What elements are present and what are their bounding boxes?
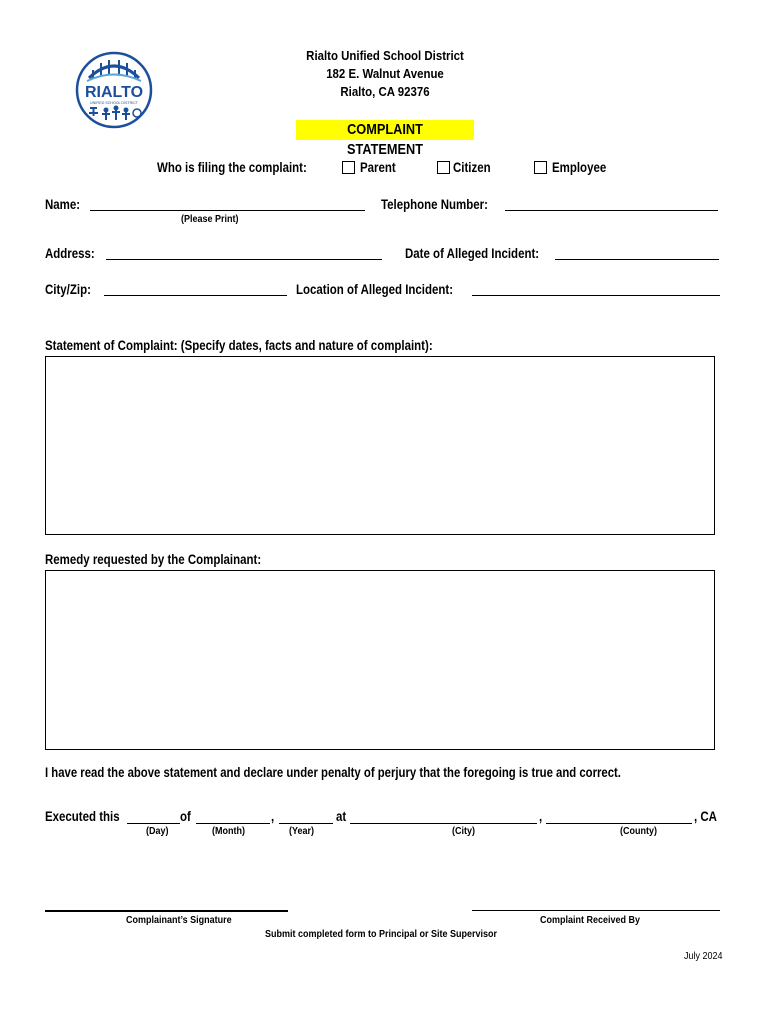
year-caption: (Year) bbox=[289, 826, 315, 837]
complainant-signature-line[interactable] bbox=[45, 910, 288, 912]
executed-prefix: Executed this bbox=[45, 809, 120, 824]
logo-text: RIALTO bbox=[84, 84, 144, 101]
incident-date-field[interactable] bbox=[557, 244, 716, 259]
received-by-line[interactable] bbox=[472, 910, 720, 911]
executed-comma-2: , bbox=[539, 809, 543, 824]
executed-at: at bbox=[336, 809, 347, 824]
name-label: Name: bbox=[45, 197, 81, 212]
executed-ca: , CA bbox=[694, 809, 717, 824]
employee-option-label: Employee bbox=[552, 160, 607, 175]
citizen-option-label: Citizen bbox=[453, 160, 491, 175]
complainant-signature-caption: Complainant’s Signature bbox=[126, 915, 232, 926]
name-field[interactable] bbox=[92, 195, 362, 210]
executed-of: of bbox=[180, 809, 191, 824]
received-by-caption: Complaint Received By bbox=[540, 915, 641, 926]
day-line bbox=[127, 823, 180, 824]
day-caption: (Day) bbox=[146, 826, 169, 837]
executed-comma-1: , bbox=[271, 809, 275, 824]
logo-subtext: UNIFIED SCHOOL DISTRICT bbox=[90, 101, 138, 105]
month-caption: (Month) bbox=[212, 826, 245, 837]
month-field[interactable] bbox=[197, 808, 269, 823]
parent-checkbox[interactable] bbox=[342, 161, 355, 174]
citizen-checkbox[interactable] bbox=[437, 161, 450, 174]
incident-location-label: Location of Alleged Incident: bbox=[296, 282, 454, 297]
form-title: COMPLAINT STATEMENT bbox=[296, 120, 474, 140]
year-line bbox=[279, 823, 333, 824]
perjury-declaration: I have read the above statement and declare under penalty of perjury that the foregoing is true and correct. bbox=[45, 765, 621, 780]
parent-option-label: Parent bbox=[360, 160, 396, 175]
filing-question: Who is filing the complaint: bbox=[157, 160, 307, 175]
day-field[interactable] bbox=[128, 808, 178, 823]
remedy-textarea[interactable] bbox=[45, 570, 715, 750]
month-line bbox=[196, 823, 270, 824]
incident-date-label: Date of Alleged Incident: bbox=[405, 246, 540, 261]
year-field[interactable] bbox=[280, 808, 332, 823]
please-print-note: (Please Print) bbox=[181, 214, 239, 225]
cityzip-label: City/Zip: bbox=[45, 282, 91, 297]
statement-textarea[interactable] bbox=[45, 356, 715, 535]
employee-checkbox[interactable] bbox=[534, 161, 547, 174]
name-line bbox=[90, 210, 365, 211]
city-caption: (City) bbox=[452, 826, 476, 837]
incident-date-line bbox=[555, 259, 719, 260]
county-caption: (County) bbox=[620, 826, 657, 837]
cityzip-line bbox=[104, 295, 287, 296]
district-name: Rialto Unified School District bbox=[306, 48, 464, 63]
cityzip-field[interactable] bbox=[106, 280, 284, 295]
address-line bbox=[106, 259, 382, 260]
telephone-label: Telephone Number: bbox=[381, 197, 488, 212]
district-city: Rialto, CA 92376 bbox=[340, 84, 430, 99]
city-field[interactable] bbox=[351, 808, 536, 823]
revision-date: July 2024 bbox=[684, 951, 723, 962]
address-label: Address: bbox=[45, 246, 95, 261]
statement-label: Statement of Complaint: (Specify dates, facts and nature of complaint): bbox=[45, 338, 433, 353]
remedy-label: Remedy requested by the Complainant: bbox=[45, 552, 262, 567]
city-line bbox=[350, 823, 537, 824]
county-line bbox=[546, 823, 692, 824]
district-address: 182 E. Walnut Avenue bbox=[326, 66, 444, 81]
telephone-field[interactable] bbox=[507, 195, 715, 210]
submit-note: Submit completed form to Principal or Site Supervisor bbox=[265, 929, 498, 940]
telephone-line bbox=[505, 210, 718, 211]
incident-location-line bbox=[472, 295, 720, 296]
incident-location-field[interactable] bbox=[474, 280, 717, 295]
address-field[interactable] bbox=[108, 244, 379, 259]
county-field[interactable] bbox=[547, 808, 691, 823]
